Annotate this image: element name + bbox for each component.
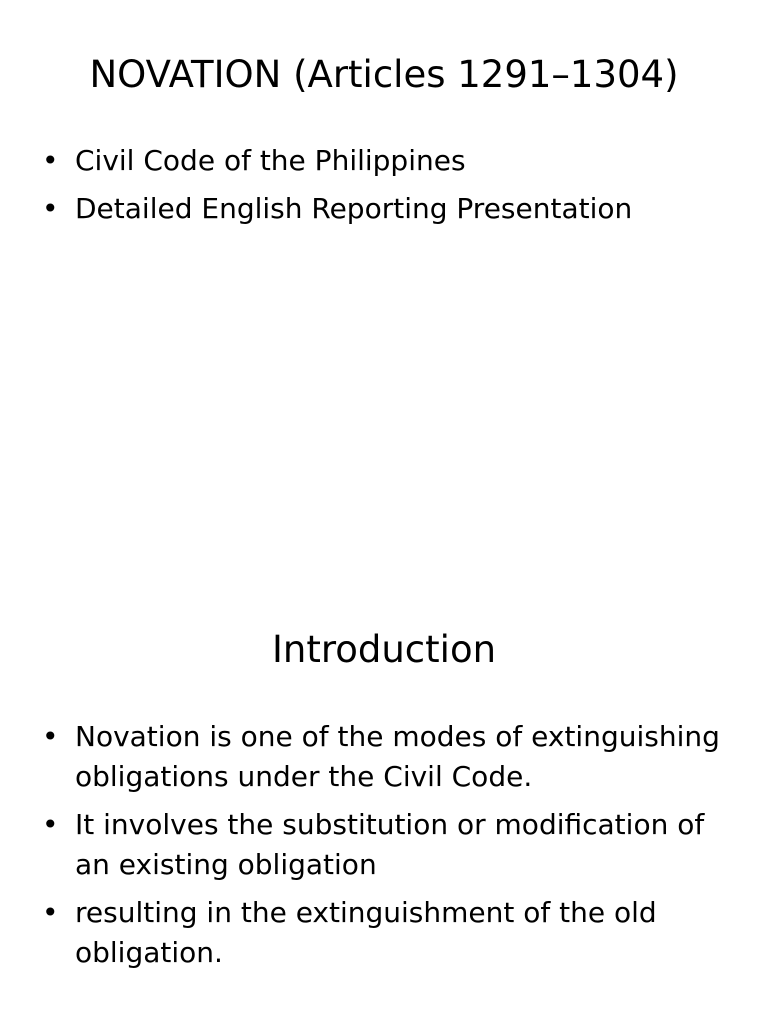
bullet-icon: •: [42, 808, 59, 841]
bullet-item: [42, 141, 732, 181]
bullet-list: [42, 717, 732, 981]
bullet-icon: •: [42, 144, 59, 177]
bullet-list: [42, 141, 732, 237]
bullet-text: Civil Code of the Philippines: [75, 144, 466, 177]
bullet-icon: •: [42, 720, 59, 753]
bullet-item: [42, 805, 732, 885]
bullet-item: [42, 189, 732, 229]
bullet-text: resulting in the extinguishment of the old obligation.: [75, 896, 657, 969]
bullet-item: [42, 893, 732, 973]
slide-title: Introduction: [271, 628, 497, 671]
slide-title: NOVATION (Articles 1291–1304): [89, 53, 679, 96]
bullet-text: Detailed English Reporting Presentation: [75, 192, 633, 225]
bullet-text: It involves the substitution or modification of an existing obligation: [75, 808, 705, 881]
bullet-icon: •: [42, 896, 59, 929]
slide-2: [0, 512, 768, 1024]
bullet-item: [42, 717, 732, 797]
bullet-icon: •: [42, 192, 59, 225]
bullet-text: Novation is one of the modes of extinguishing obligations under the Civil Code.: [75, 720, 720, 793]
